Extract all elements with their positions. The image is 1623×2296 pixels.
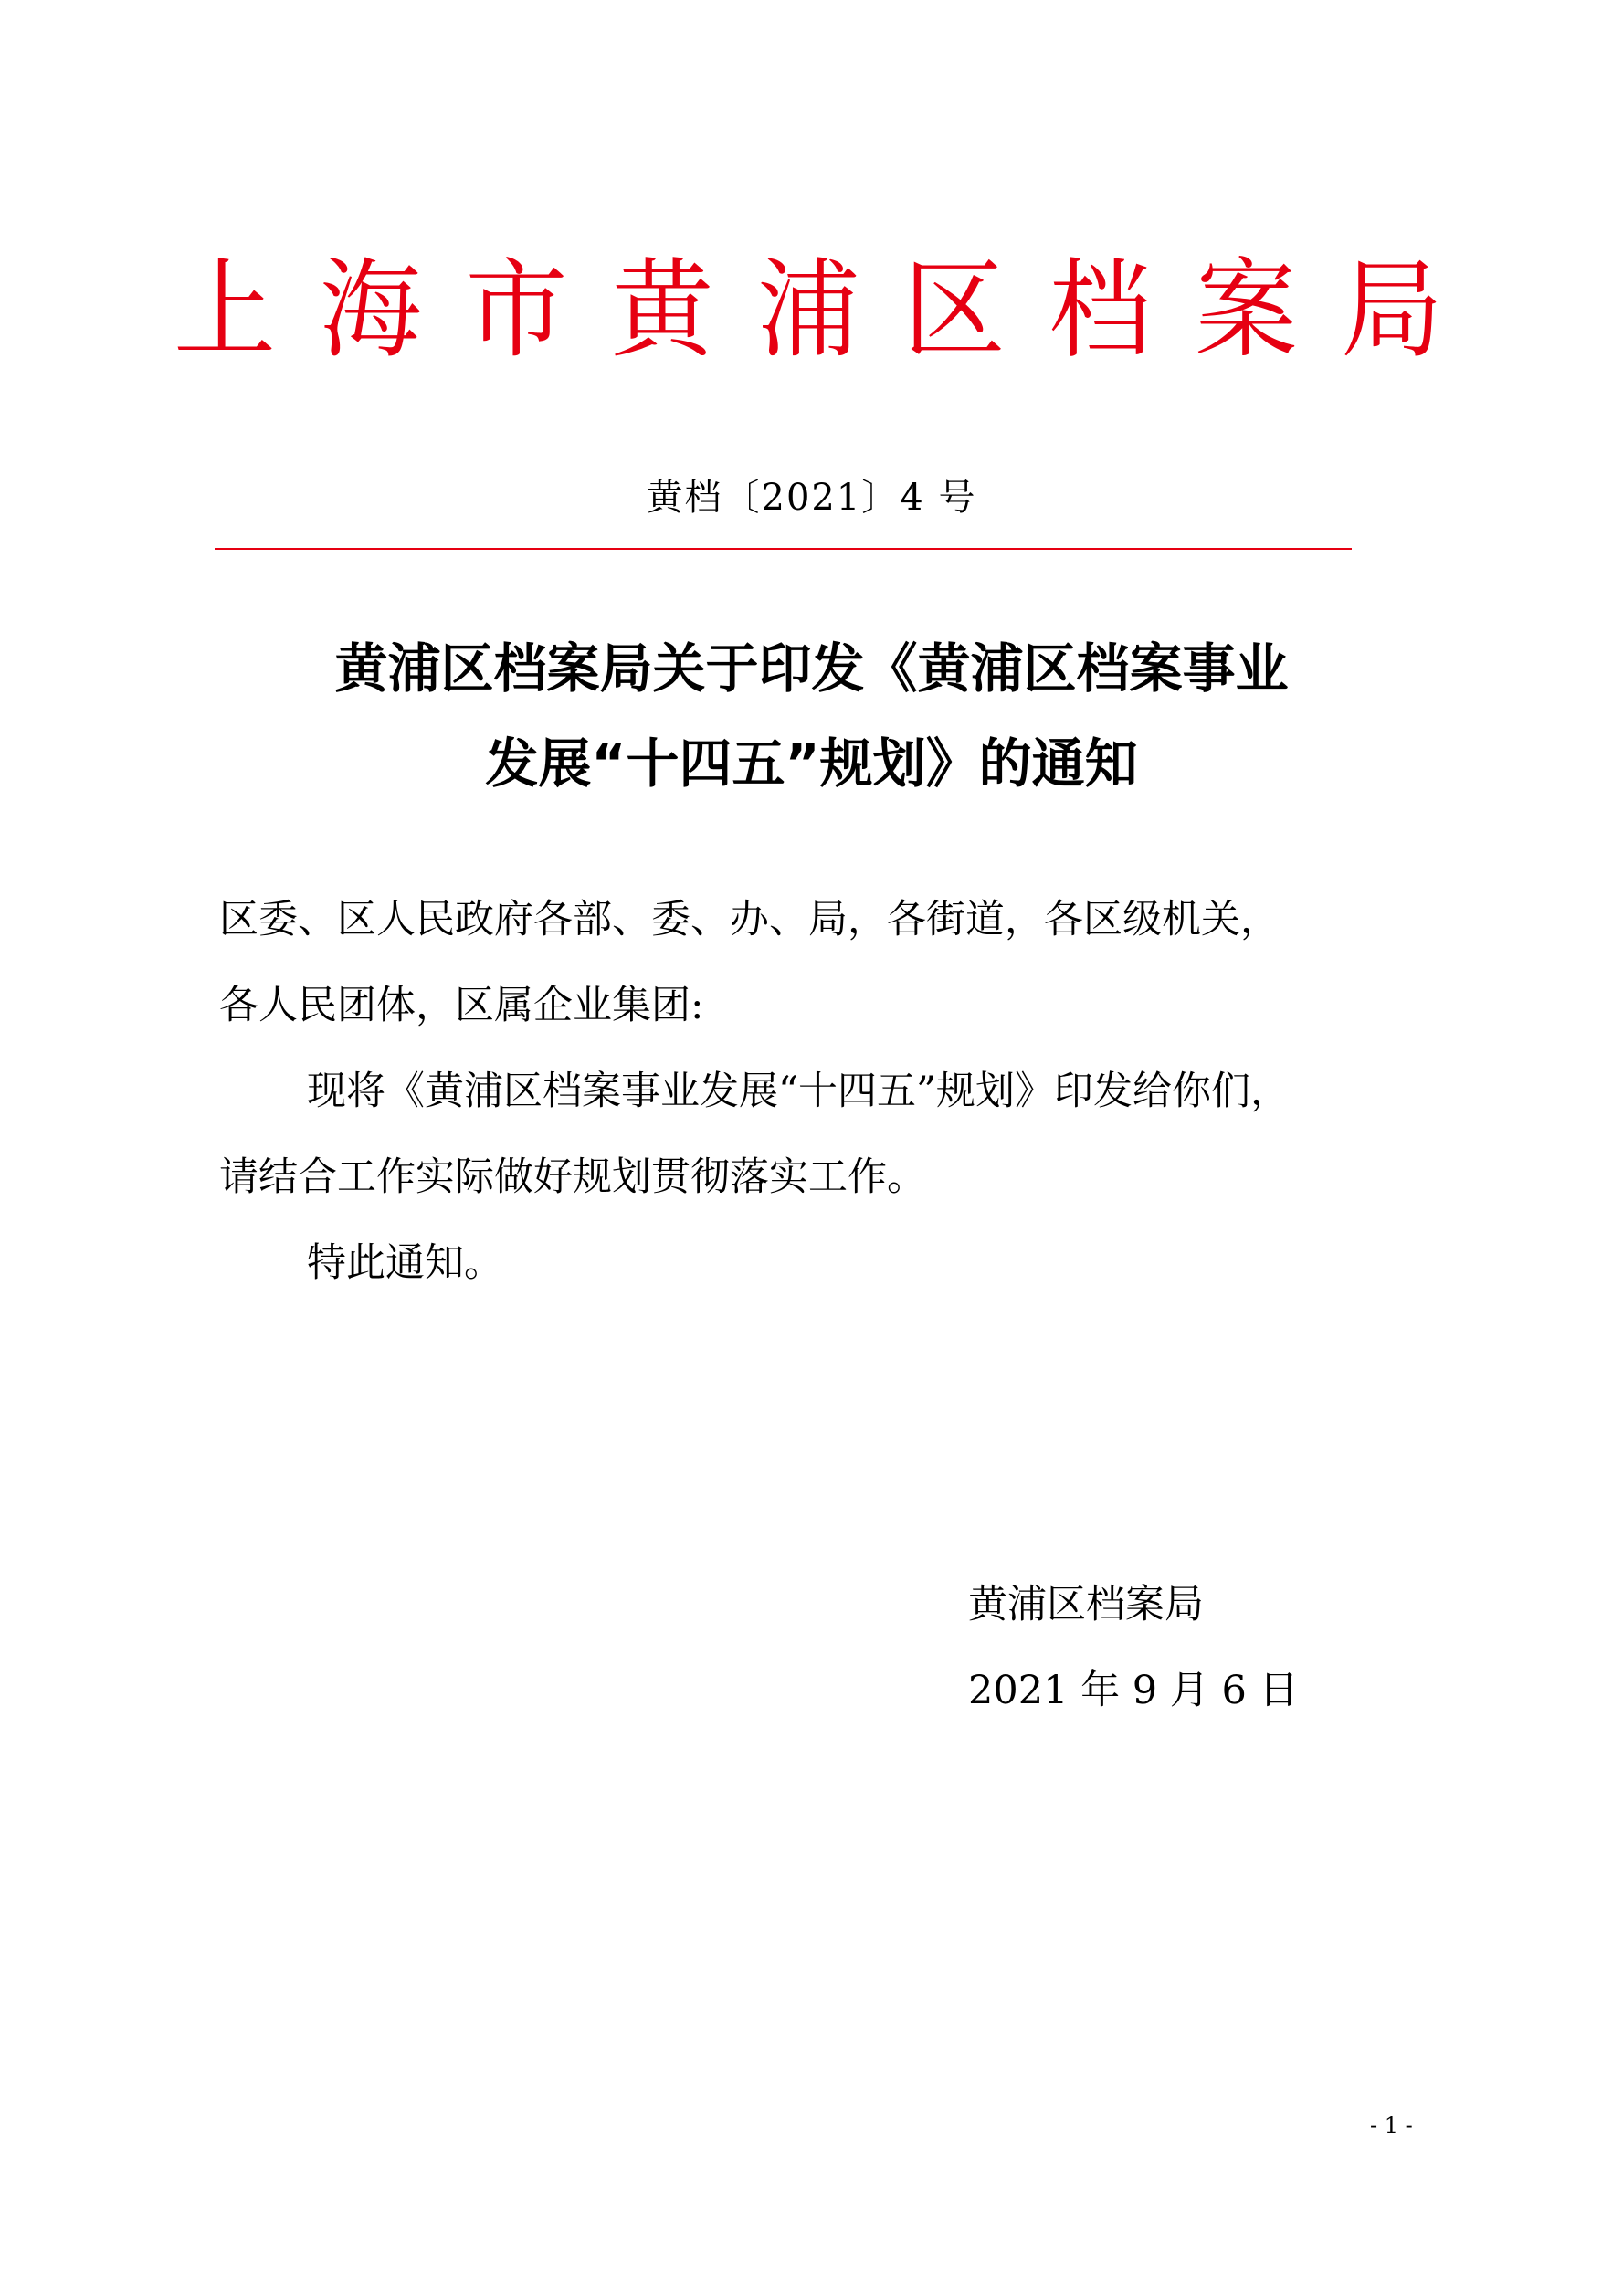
document-title — [0, 621, 1623, 811]
recipients-line-1: 区委、区人民政府各部、委、办、局，各街道，各区级机关， — [219, 897, 1280, 943]
page-number: - 1 - — [1370, 2112, 1413, 2138]
signature-org: 黄浦区档案局 — [968, 1582, 1204, 1627]
issuer-char: 浦 — [757, 248, 859, 374]
issuer-char: 局 — [1341, 248, 1443, 374]
document-number: 黄档〔2021〕4 号 — [646, 477, 977, 519]
document-body — [219, 877, 1443, 1306]
signature-date: 2021 年 9 月 6 日 — [968, 1668, 1299, 1713]
issuer-char: 区 — [902, 248, 1006, 374]
issuer-char: 海 — [319, 248, 422, 374]
closing-line: 特此通知。 — [307, 1240, 503, 1286]
issuer-char: 黄 — [611, 248, 714, 374]
issuer-char: 上 — [174, 248, 276, 374]
issuer-char: 案 — [1195, 248, 1298, 374]
issuer-char: 市 — [465, 248, 568, 374]
signature-block — [968, 1562, 1299, 1733]
title-line-2: 发展“十四五”规划》的通知 — [485, 732, 1138, 795]
recipients-line-2: 各人民团体，区属企业集团: — [219, 983, 704, 1028]
paragraph-line-2: 请结合工作实际做好规划贯彻落实工作。 — [219, 1154, 926, 1200]
title-line-1: 黄浦区档案局关于印发《黄浦区档案事业 — [334, 637, 1289, 700]
red-divider-line — [215, 548, 1352, 550]
issuer-char: 档 — [1049, 248, 1152, 374]
issuer-header — [174, 247, 1443, 374]
paragraph-line-1: 现将《黄浦区档案事业发展“十四五”规划》印发给你们， — [307, 1069, 1290, 1114]
